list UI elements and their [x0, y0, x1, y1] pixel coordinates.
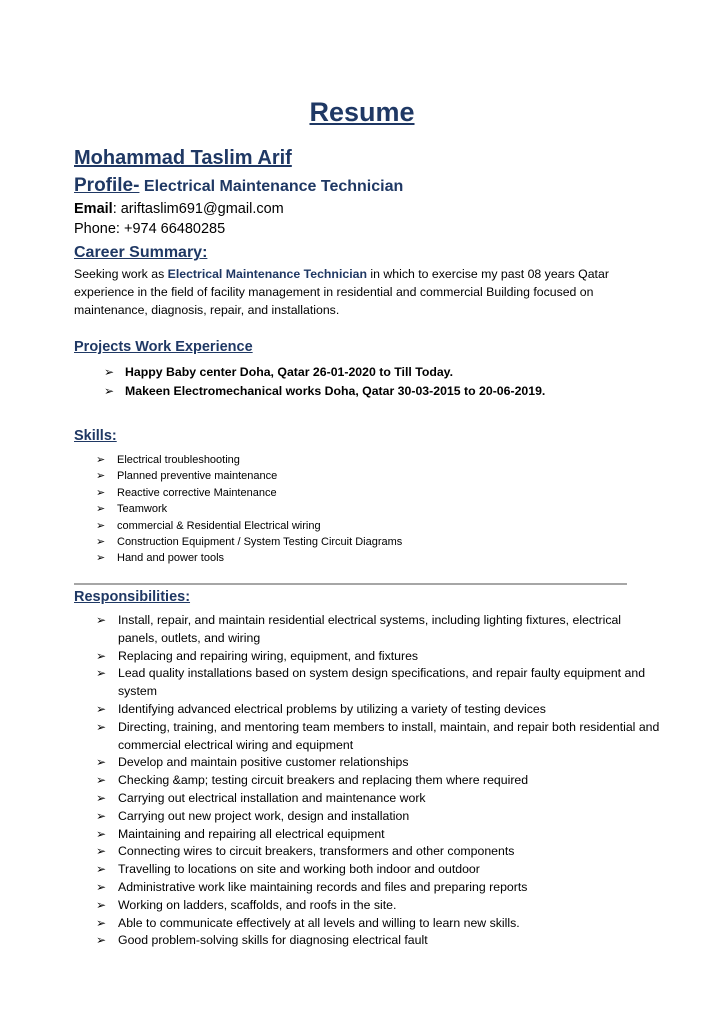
responsibility-item-text: Carrying out electrical installation and maintenance work	[118, 790, 426, 805]
arrow-bullet-icon: ➢	[96, 862, 107, 877]
responsibility-item	[96, 843, 662, 861]
responsibility-item	[96, 612, 662, 648]
document-title: Resume	[309, 97, 415, 127]
skill-item-text: Teamwork	[117, 503, 168, 516]
skill-item	[96, 534, 656, 550]
skill-item	[96, 501, 656, 517]
responsibility-item-text: Able to communicate effectively at all levels and willing to learn new skills.	[118, 915, 520, 930]
responsibility-item	[96, 879, 662, 897]
summary-highlight: Electrical Maintenance Technician	[167, 267, 367, 281]
responsibility-item	[96, 665, 662, 701]
skill-item-text: Construction Equipment / System Testing Circuit Diagrams	[117, 536, 403, 549]
arrow-bullet-icon: ➢	[104, 384, 115, 398]
responsibility-item-text: Carrying out new project work, design and installation	[118, 808, 410, 823]
responsibility-item	[96, 772, 662, 790]
project-item-text: Happy Baby center Doha, Qatar 26-01-2020 to Till Today.	[125, 365, 454, 379]
arrow-bullet-icon: ➢	[96, 469, 106, 483]
arrow-bullet-icon: ➢	[96, 551, 106, 565]
responsibility-item-text: Develop and maintain positive customer relationships	[118, 755, 409, 770]
email-value: : ariftaslim691@gmail.com	[112, 201, 284, 217]
arrow-bullet-icon: ➢	[96, 915, 107, 930]
arrow-bullet-icon: ➢	[96, 502, 106, 516]
arrow-bullet-icon: ➢	[96, 844, 107, 859]
responsibility-item	[96, 754, 662, 772]
skill-item-text: Hand and power tools	[117, 552, 225, 565]
skill-item-text: commercial & Residential Electrical wiring	[117, 519, 321, 532]
responsibility-item-text: Travelling to locations on site and working both indoor and outdoor	[118, 862, 480, 877]
projects-list	[104, 363, 664, 401]
profile-value: Electrical Maintenance Technician	[139, 178, 404, 195]
arrow-bullet-icon: ➢	[96, 518, 106, 532]
project-item-text: Makeen Electromechanical works Doha, Qatar 30-03-2015 to 20-06-2019.	[125, 384, 546, 398]
arrow-bullet-icon: ➢	[96, 613, 107, 627]
career-summary-text	[74, 265, 654, 319]
section-divider	[74, 583, 627, 585]
responsibility-item-text: Identifying advanced electrical problems by utilizing a variety of testing devices	[118, 701, 546, 716]
responsibility-item	[96, 897, 662, 915]
skills-heading: Skills:	[74, 428, 117, 444]
responsibility-item-text: Maintaining and repairing all electrical equipment	[118, 826, 385, 841]
arrow-bullet-icon: ➢	[96, 485, 106, 499]
skill-item	[96, 452, 656, 468]
arrow-bullet-icon: ➢	[104, 365, 115, 379]
skill-item-text: Planned preventive maintenance	[117, 470, 278, 483]
arrow-bullet-icon: ➢	[96, 897, 107, 912]
arrow-bullet-icon: ➢	[96, 535, 106, 549]
projects-heading: Projects Work Experience	[74, 339, 253, 355]
responsibility-item-text: Checking &amp; testing circuit breakers and replacing them where required	[118, 773, 529, 788]
arrow-bullet-icon: ➢	[96, 879, 107, 894]
responsibility-item-text: Lead quality installations based on system design specifications, and repair faulty equipment and system	[118, 666, 646, 699]
skill-item	[96, 550, 656, 566]
profile-line	[74, 174, 403, 199]
responsibility-item-text: Working on ladders, scaffolds, and roofs in the site.	[118, 897, 397, 912]
skill-item-text: Electrical troubleshooting	[117, 454, 240, 466]
skill-item-text: Reactive corrective Maintenance	[117, 486, 277, 499]
responsibility-item	[96, 648, 662, 666]
summary-text-before: Seeking work as	[74, 267, 168, 281]
arrow-bullet-icon: ➢	[96, 755, 107, 770]
career-summary-heading: Career Summary:	[74, 244, 208, 261]
project-item	[104, 363, 664, 382]
responsibilities-list	[96, 612, 662, 950]
email-label: Email	[74, 201, 113, 217]
arrow-bullet-icon: ➢	[96, 666, 107, 681]
responsibility-item	[96, 932, 662, 950]
summary-text-after: in which to exercise my past 08 years Qatar experience in the field of facility management in residential and commercial Building focused on maintenance, diagnosis, repair, and installations.	[74, 267, 609, 317]
arrow-bullet-icon: ➢	[96, 808, 107, 823]
arrow-bullet-icon: ➢	[96, 648, 107, 663]
project-item	[104, 382, 664, 401]
candidate-name: Mohammad Taslim Arif	[74, 147, 292, 169]
arrow-bullet-icon: ➢	[96, 790, 107, 805]
responsibilities-heading: Responsibilities:	[74, 589, 191, 605]
responsibility-item-text: Administrative work like maintaining records and files and preparing reports	[118, 879, 528, 894]
skill-item	[96, 468, 656, 484]
skill-item	[96, 518, 656, 534]
arrow-bullet-icon: ➢	[96, 701, 107, 716]
responsibility-item	[96, 915, 662, 933]
responsibility-item-text: Good problem-solving skills for diagnosing electrical fault	[118, 933, 428, 948]
responsibility-item	[96, 701, 662, 719]
arrow-bullet-icon: ➢	[96, 933, 107, 948]
responsibility-item-text: Replacing and repairing wiring, equipment, and fixtures	[118, 648, 419, 663]
arrow-bullet-icon: ➢	[96, 826, 107, 841]
skills-list	[96, 452, 656, 567]
arrow-bullet-icon: ➢	[96, 453, 106, 466]
responsibility-item	[96, 808, 662, 826]
email-line	[74, 199, 284, 219]
responsibility-item	[96, 719, 662, 755]
phone-line: Phone: +974 66480285	[74, 221, 226, 237]
responsibility-item	[96, 790, 662, 808]
responsibility-item	[96, 826, 662, 844]
skill-item	[96, 485, 656, 501]
responsibility-item-text: Connecting wires to circuit breakers, transformers and other components	[118, 844, 515, 859]
profile-label: Profile-	[74, 175, 140, 196]
responsibility-item	[96, 861, 662, 879]
responsibility-item-text: Install, repair, and maintain residential electrical systems, including lighting fixtures, electrical panels, outlets, and wiring	[118, 613, 622, 645]
responsibility-item-text: Directing, training, and mentoring team members to install, maintain, and repair both residential and commercial electrical wiring and equipment	[118, 719, 660, 752]
arrow-bullet-icon: ➢	[96, 773, 107, 788]
arrow-bullet-icon: ➢	[96, 719, 107, 734]
